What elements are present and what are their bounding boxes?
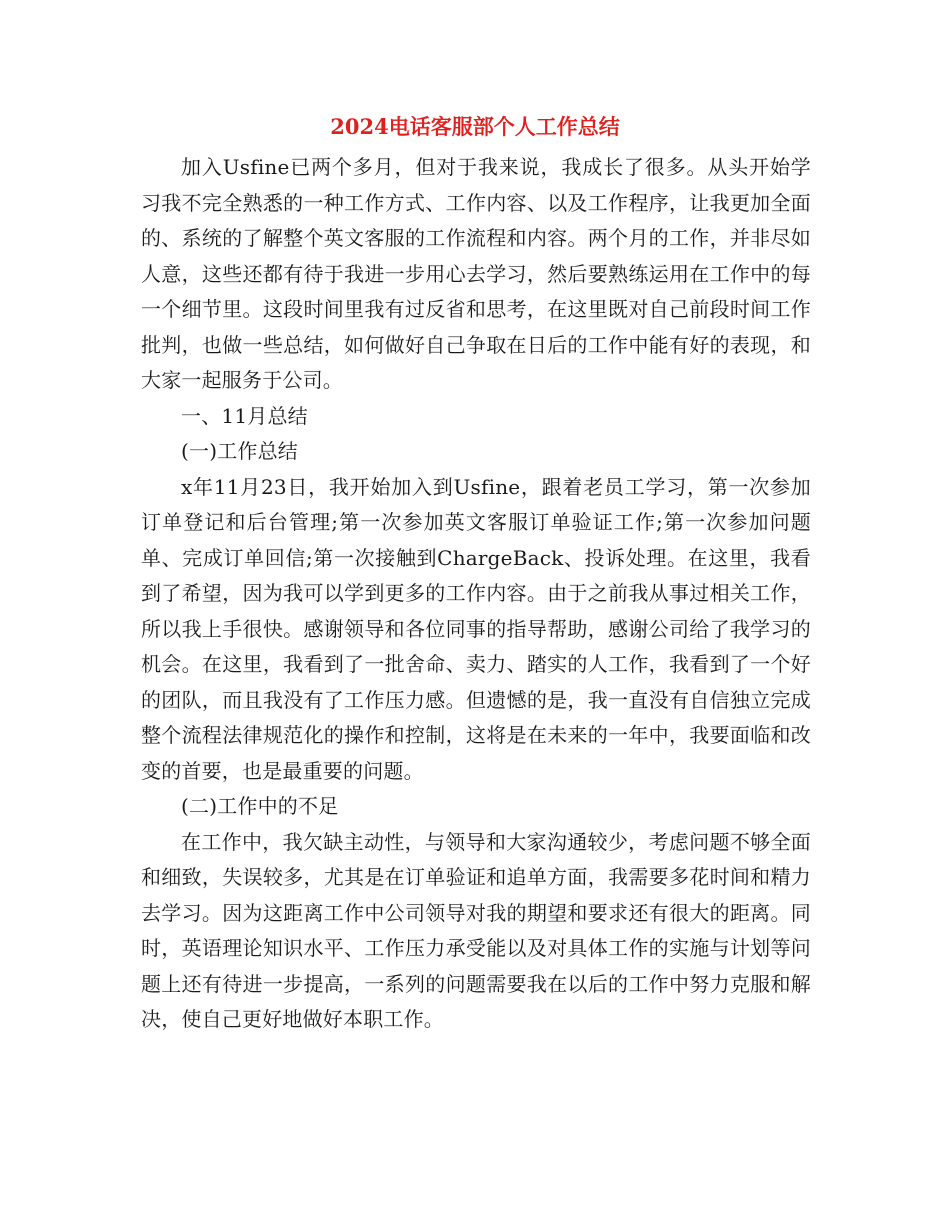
subsection-heading-work-summary: (一)工作总结: [181, 439, 299, 463]
document-body: [141, 150, 811, 1038]
intro-paragraph: 加入Usfine已两个多月，但对于我来说，我成长了很多。从头开始学习我不完全熟悉的一种工作方式、工作内容、以及工作程序，让我更加全面的、系统的了解整个英文客服的工作流程和内容。两个月的工作，并非尽如人意，这些还都有待于我进一步用心去学习，然后要熟练运用在工作中的每一个细节里。这段时间里我有过反省和思考，在这里既对自己前段时间工作批判，也做一些总结，如何做好自己争取在日后的工作中能有好的表现，和大家一起服务于公司。: [141, 155, 811, 392]
subsection-heading-shortcomings: (二)工作中的不足: [181, 794, 339, 818]
document-title: 2024电话客服部个人工作总结: [330, 114, 620, 139]
work-summary-paragraph: x年11月23日，我开始加入到Usfine，跟着老员工学习，第一次参加订单登记和后台管理;第一次参加英文客服订单验证工作;第一次参加问题单、完成订单回信;第一次接触到ChargeBack、投诉处理。在这里，我看到了希望，因为我可以学到更多的工作内容。由于之前我从事过相关工作，所以我上手很快。感谢领导和各位同事的指导帮助，感谢公司给了我学习的机会。在这里，我看到了一批舍命、卖力、踏实的人工作，我看到了一个好的团队，而且我没有了工作压力感。但遗憾的是，我一直没有自信独立完成整个流程法律规范化的操作和控制，这将是在未来的一年中，我要面临和改变的首要，也是最重要的问题。: [141, 474, 811, 783]
shortcomings-paragraph: 在工作中，我欠缺主动性，与领导和大家沟通较少，考虑问题不够全面和细致，失误较多，尤其是在订单验证和追单方面，我需要多花时间和精力去学习。因为这距离工作中公司领导对我的期望和要求还有很大的距离。同时，英语理论知识水平、工作压力承受能以及对具体工作的实施与计划等问题上还有待进一步提高，一系列的问题需要我在以后的工作中努力克服和解决，使自己更好地做好本职工作。: [141, 829, 811, 1031]
section-heading-november: 一、11月总结: [181, 403, 308, 428]
